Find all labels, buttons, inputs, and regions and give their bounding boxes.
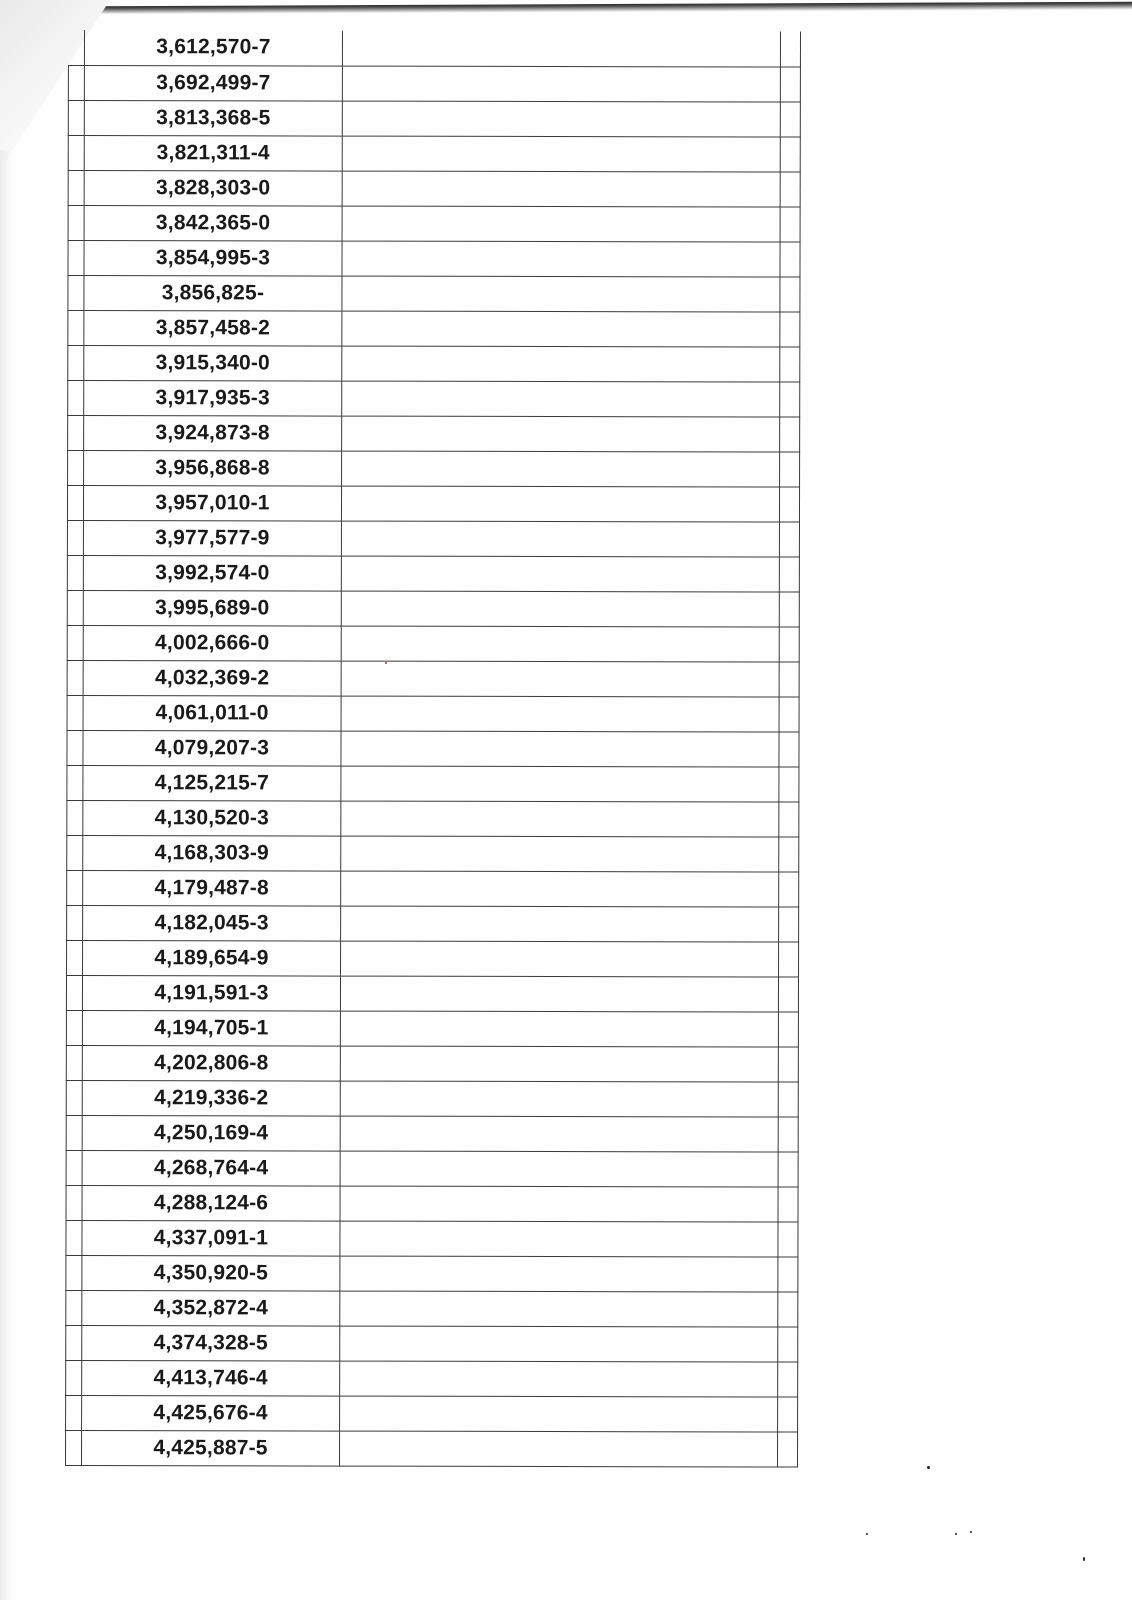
row-end-cell [780,346,800,381]
blank-cell [341,941,779,977]
blank-cell [340,1221,778,1257]
record-number-cell: 3,821,311-4 [84,135,342,171]
row-end-cell [778,1081,798,1116]
blank-cell [342,101,780,137]
row-end-cell [778,1116,798,1151]
blank-cell [342,276,780,312]
table-row [66,1115,798,1152]
scan-speck [1083,1557,1085,1561]
row-gutter-cell [67,590,83,625]
row-end-cell [779,766,799,801]
row-end-cell [778,1186,798,1221]
record-number-cell: 4,202,806-8 [82,1045,340,1081]
blank-cell [340,1361,778,1397]
record-number-cell: 3,956,868-8 [84,450,342,486]
blank-cell [340,1151,778,1187]
row-gutter-cell [68,65,84,100]
row-gutter-cell [66,1150,82,1185]
row-end-cell [780,311,800,346]
table-row [66,1045,798,1082]
row-gutter-cell [68,345,84,380]
table-row [68,380,800,417]
table-row [68,30,800,67]
table-row [67,485,799,522]
row-end-cell [779,836,799,871]
row-end-cell [779,941,799,976]
row-end-cell [778,976,798,1011]
table-row [67,765,799,802]
row-gutter-cell [68,310,84,345]
row-end-cell [779,556,799,591]
row-gutter-cell [65,1430,81,1465]
row-gutter-cell [66,1185,82,1220]
record-number-cell: 4,179,487-8 [83,870,341,906]
table-row [67,835,799,872]
row-end-cell [779,871,799,906]
table-row [68,345,800,382]
row-end-cell [779,731,799,766]
row-gutter-cell [68,170,84,205]
record-number-cell: 4,189,654-9 [83,940,341,976]
record-number-cell: 4,219,336-2 [82,1080,340,1116]
blank-cell [342,241,780,277]
table-row [68,65,800,102]
table-row [68,100,800,137]
blank-cell [340,1186,778,1222]
record-number-cell: 3,995,689-0 [83,590,341,626]
table-row [66,1395,798,1432]
table-row [66,975,798,1012]
row-end-cell [778,1326,798,1361]
row-end-cell [779,801,799,836]
record-number-cell: 3,992,574-0 [83,555,341,591]
row-end-cell [778,1396,798,1431]
record-number-cell: 4,352,872-4 [82,1290,340,1326]
table-row [66,1185,798,1222]
record-number-cell: 3,977,577-9 [83,520,341,556]
row-gutter-cell [66,1045,82,1080]
record-number-cell: 4,374,328-5 [82,1325,340,1361]
row-gutter-cell [66,1395,82,1430]
table-row [68,170,800,207]
table-row [68,135,800,172]
table-row [67,905,799,942]
table-row [68,240,800,277]
record-number-cell: 3,957,010-1 [83,485,341,521]
row-end-cell [780,416,800,451]
blank-cell [340,1046,778,1082]
record-number-cell: 3,842,365-0 [84,205,342,241]
blank-cell [340,1326,778,1362]
record-number-cell: 3,856,825- [84,275,342,311]
row-gutter-cell [67,625,83,660]
blank-cell [340,1291,778,1327]
table-row [66,1290,798,1327]
record-number-cell: 4,268,764-4 [82,1150,340,1186]
blank-cell [342,381,780,417]
blank-cell [341,626,779,662]
blank-cell [342,346,780,382]
table-row [67,870,799,907]
row-gutter-cell [66,1290,82,1325]
blank-cell [340,1011,778,1047]
table-row [66,1010,798,1047]
row-gutter-cell [67,765,83,800]
row-gutter-cell [67,905,83,940]
table-row [67,800,799,837]
row-gutter-cell [68,415,84,450]
record-number-cell: 3,692,499-7 [84,65,342,101]
scan-speck [955,1533,957,1535]
row-end-cell [778,1291,798,1326]
row-end-cell [778,1011,798,1046]
row-gutter-cell [67,660,83,695]
record-number-cell: 3,924,873-8 [84,415,342,451]
blank-cell [342,66,780,102]
table-row [68,450,800,487]
record-number-cell: 3,915,340-0 [84,345,342,381]
table-row [67,555,799,592]
blank-cell [341,766,779,802]
row-end-cell [780,31,800,66]
row-gutter-cell [68,275,84,310]
row-end-cell [778,1256,798,1291]
record-number-cell: 4,191,591-3 [82,975,340,1011]
row-gutter-cell [67,485,83,520]
table-row [65,1430,797,1467]
row-gutter-cell [67,730,83,765]
blank-cell [341,591,779,627]
row-end-cell [779,591,799,626]
blank-cell [341,836,779,872]
row-end-cell [780,381,800,416]
blank-cell [339,1431,777,1467]
page-left-edge [0,150,12,1600]
row-gutter-cell [66,1360,82,1395]
table-row [67,520,799,557]
table-row [67,940,799,977]
row-gutter-cell [68,100,84,135]
table-row [67,660,799,697]
blank-cell [341,906,779,942]
row-gutter-cell [68,205,84,240]
row-end-cell [780,206,800,241]
records-table [65,30,801,1467]
row-gutter-cell [68,30,84,65]
table-row [68,310,800,347]
blank-cell [341,521,779,557]
row-end-cell [780,171,800,206]
scan-speck [970,1531,972,1533]
row-gutter-cell [67,835,83,870]
record-number-cell: 3,813,368-5 [84,100,342,136]
blank-cell [340,1081,778,1117]
table-row [67,695,799,732]
row-end-cell [779,521,799,556]
row-gutter-cell [66,1255,82,1290]
blank-cell [342,206,780,242]
blank-cell [340,976,778,1012]
row-end-cell [780,66,800,101]
row-end-cell [778,1151,798,1186]
record-number-cell: 4,002,666-0 [83,625,341,661]
record-number-cell: 3,828,303-0 [84,170,342,206]
blank-cell [341,486,779,522]
blank-cell [341,556,779,592]
blank-cell [340,1116,778,1152]
table-row [66,1150,798,1187]
record-number-cell: 4,130,520-3 [83,800,341,836]
row-gutter-cell [67,520,83,555]
blank-cell [341,661,779,697]
row-end-cell [777,1431,797,1466]
blank-cell [342,136,780,172]
row-end-cell [779,696,799,731]
row-end-cell [779,661,799,696]
table-row [66,1220,798,1257]
record-number-cell: 4,168,303-9 [83,835,341,871]
row-end-cell [778,1221,798,1256]
row-gutter-cell [67,870,83,905]
row-gutter-cell [68,380,84,415]
records-table-body [65,30,800,1467]
row-gutter-cell [67,555,83,590]
row-gutter-cell [66,1080,82,1115]
blank-cell [341,871,779,907]
record-number-cell: 4,182,045-3 [83,905,341,941]
row-gutter-cell [66,1325,82,1360]
blank-cell [342,31,780,67]
row-gutter-cell [67,800,83,835]
row-end-cell [778,1361,798,1396]
row-gutter-cell [66,1220,82,1255]
record-number-cell: 4,350,920-5 [82,1255,340,1291]
page-top-edge [95,2,1132,15]
blank-cell [342,416,780,452]
blank-cell [341,696,779,732]
record-number-cell: 3,857,458-2 [84,310,342,346]
blank-cell [342,451,780,487]
record-number-cell: 4,061,011-0 [83,695,341,731]
row-gutter-cell [67,695,83,730]
table-row [68,275,800,312]
record-number-cell: 4,413,746-4 [82,1360,340,1396]
table-row [66,1360,798,1397]
row-gutter-cell [67,940,83,975]
table-row [66,1080,798,1117]
scan-speck [927,1466,930,1469]
row-gutter-cell [68,450,84,485]
row-end-cell [780,136,800,171]
record-number-cell: 4,425,676-4 [82,1395,340,1431]
row-end-cell [779,906,799,941]
row-end-cell [780,241,800,276]
record-number-cell: 4,125,215-7 [83,765,341,801]
table-row [68,205,800,242]
table-row [67,590,799,627]
row-end-cell [780,276,800,311]
row-gutter-cell [66,1115,82,1150]
row-gutter-cell [66,1010,82,1045]
table-row [66,1255,798,1292]
record-number-cell: 3,612,570-7 [84,30,342,66]
scan-speck [385,662,387,664]
row-end-cell [779,486,799,521]
record-number-cell: 3,854,995-3 [84,240,342,276]
blank-cell [342,311,780,347]
blank-cell [341,731,779,767]
blank-cell [342,171,780,207]
record-number-cell: 3,917,935-3 [84,380,342,416]
row-end-cell [780,451,800,486]
record-number-cell: 4,032,369-2 [83,660,341,696]
table-row [68,415,800,452]
row-gutter-cell [66,975,82,1010]
row-end-cell [778,1046,798,1081]
record-number-cell: 4,079,207-3 [83,730,341,766]
record-number-cell: 4,250,169-4 [82,1115,340,1151]
blank-cell [340,1256,778,1292]
record-number-cell: 4,425,887-5 [81,1430,339,1466]
table-row [67,730,799,767]
record-number-cell: 4,337,091-1 [82,1220,340,1256]
record-number-cell: 4,194,705-1 [82,1010,340,1046]
blank-cell [341,801,779,837]
row-end-cell [780,101,800,136]
table-row [67,625,799,662]
row-gutter-cell [68,135,84,170]
scan-speck [866,1533,868,1535]
row-gutter-cell [68,240,84,275]
blank-cell [340,1396,778,1432]
record-number-cell: 4,288,124-6 [82,1185,340,1221]
table-row [66,1325,798,1362]
row-end-cell [779,626,799,661]
